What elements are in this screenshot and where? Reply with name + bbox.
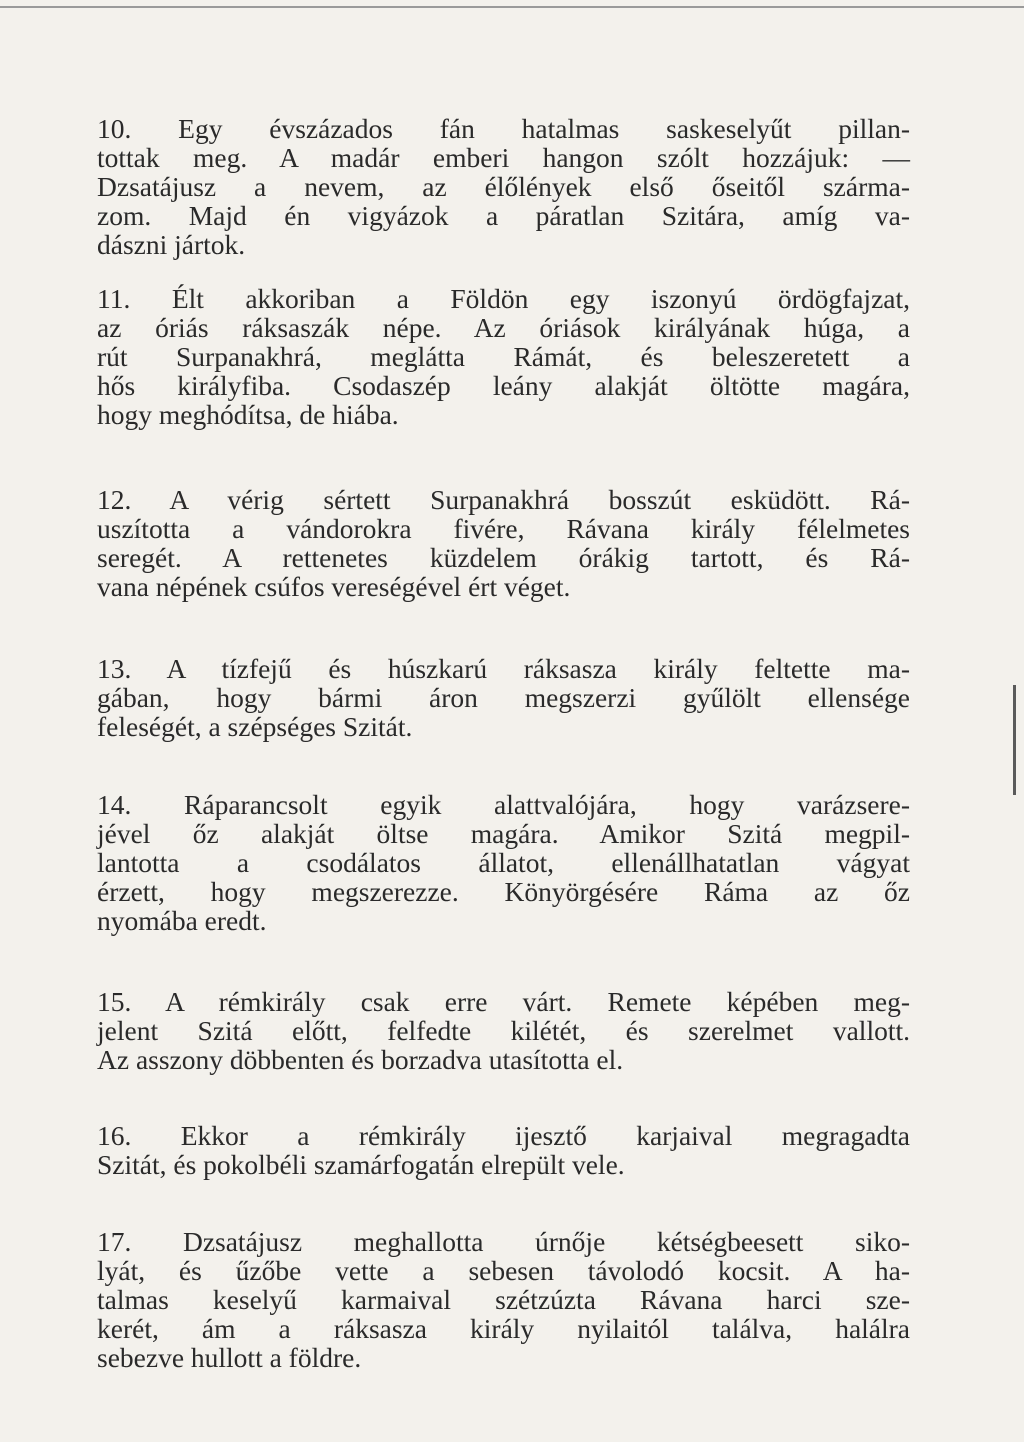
paragraph-line: lantotta a csodálatos állatot, ellenállhatatlan vágyat: [97, 847, 910, 878]
paragraph-number: 11.: [97, 283, 131, 314]
paragraph-line: Dzsatájusz a nevem, az élőlények első őseitől szárma-: [97, 171, 910, 202]
paragraph-line: 13. A tízfejű és húszkarú ráksasza király feltette ma-: [97, 653, 910, 684]
paragraph-17: [97, 1227, 910, 1372]
paragraph-line: 17. Dzsatájusz meghallotta úrnője kétségbeesett siko-: [97, 1226, 911, 1257]
paragraph-line: 14. Ráparancsolt egyik alattvalójára, hogy varázsere-: [97, 789, 911, 820]
paragraph-16: [97, 1121, 910, 1179]
paragraph-number: 13.: [97, 653, 132, 684]
paragraph-12: [97, 485, 910, 601]
paragraph-line: kerét, ám a ráksasza király nyilaitól találva, halálra: [97, 1313, 910, 1344]
paragraph-line: Az asszony döbbenten és borzadva utasította el.: [97, 1044, 624, 1075]
paragraph-line: rút Surpanakhrá, meglátta Rámát, és beleszeretett a: [97, 341, 910, 372]
paragraph-line: nyomába eredt.: [97, 905, 267, 936]
paragraph-line: jével őz alakját öltse magára. Amikor Szitá megpil-: [97, 818, 910, 849]
paragraph-line: 15. A rémkirály csak erre várt. Remete képében meg-: [97, 986, 911, 1017]
paragraph-number: 12.: [97, 484, 132, 515]
paragraph-line: uszította a vándorokra fivére, Rávana király félelmetes: [97, 513, 910, 544]
paragraph-line: az óriás ráksaszák népe. Az óriások királyának húga, a: [97, 312, 910, 343]
paragraph-14: [97, 790, 910, 935]
paragraph-line: vana népének csúfos vereségével ért véget.: [97, 571, 571, 602]
paragraph-line: jelent Szitá előtt, felfedte kilétét, és szerelmet vallott.: [97, 1015, 910, 1046]
paragraph-line: 12. A vérig sértett Surpanakhrá bosszút esküdött. Rá-: [97, 484, 911, 515]
paragraph-line: zom. Majd én vigyázok a páratlan Szitára, amíg va-: [97, 200, 910, 231]
paragraph-number: 17.: [97, 1226, 132, 1257]
paragraph-number: 10.: [97, 113, 132, 144]
paragraph-line: 10. Egy évszázados fán hatalmas saskeselyűt pillan-: [97, 113, 911, 144]
paragraph-10: [97, 114, 910, 259]
paragraph-number: 14.: [97, 789, 132, 820]
paragraph-15: [97, 987, 910, 1074]
paragraph-line: hős királyfiba. Csodaszép leány alakját öltötte magára,: [97, 370, 910, 401]
paragraph-line: lyát, és űzőbe vette a sebesen távolodó kocsit. A ha-: [97, 1255, 910, 1286]
paragraph-line: talmas keselyű karmaival szétzúzta Rávana harci sze-: [97, 1284, 910, 1315]
paragraph-line: 16. Ekkor a rémkirály ijesztő karjaival megragadta: [97, 1120, 910, 1151]
paragraph-line: seregét. A rettenetes küzdelem órákig tartott, és Rá-: [97, 542, 910, 573]
paragraph-13: [97, 654, 910, 741]
paragraph-line: érzett, hogy megszerezze. Könyörgésére Ráma az őz: [97, 876, 910, 907]
paragraph-number: 15.: [97, 986, 132, 1017]
paragraph-line: gában, hogy bármi áron megszerzi gyűlölt ellensége: [97, 682, 910, 713]
paragraph-line: 11. Élt akkoriban a Földön egy iszonyú ördögfajzat,: [97, 283, 910, 314]
top-border-line: [0, 6, 1024, 8]
scan-margin-mark: [1013, 685, 1016, 795]
paragraph-line: Szitát, és pokolbéli szamárfogatán elrepült vele.: [97, 1149, 625, 1180]
paragraph-line: feleségét, a szépséges Szitát.: [97, 711, 413, 742]
paragraph-number: 16.: [97, 1120, 132, 1151]
paragraph-11: [97, 284, 910, 429]
paragraph-line: hogy meghódítsa, de hiába.: [97, 399, 399, 430]
paragraph-line: dászni jártok.: [97, 229, 246, 260]
paragraph-line: tottak meg. A madár emberi hangon szólt hozzájuk: —: [97, 142, 910, 173]
paragraph-line: sebezve hullott a földre.: [97, 1342, 362, 1373]
